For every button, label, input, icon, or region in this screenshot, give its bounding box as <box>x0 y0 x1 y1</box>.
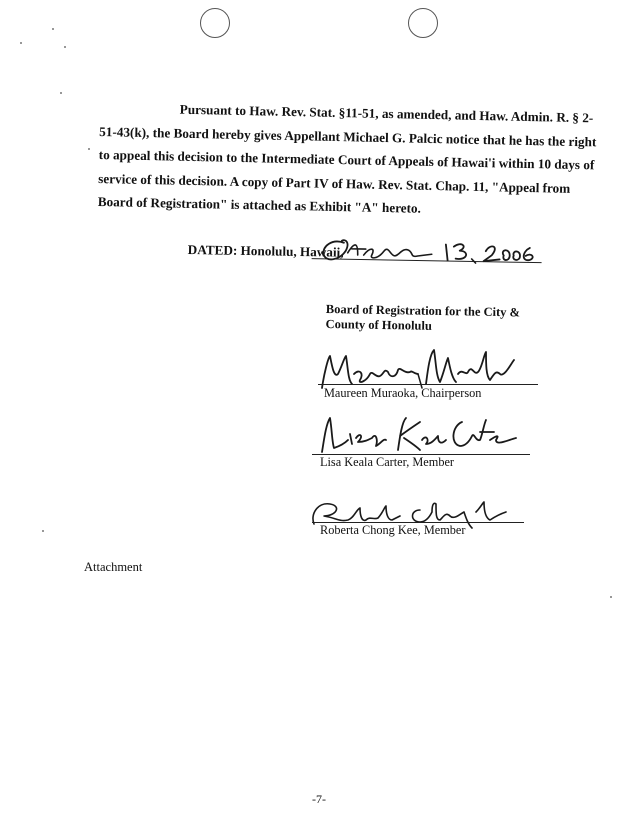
scan-speck <box>42 530 44 532</box>
handwritten-date <box>313 232 544 270</box>
board-line: County of Honolulu <box>325 316 433 333</box>
page-number: -7- <box>312 792 326 806</box>
appeal-notice-paragraph <box>97 96 597 223</box>
signer-name-chair: Maureen Muraoka, Chairperson <box>324 386 482 400</box>
scan-speck <box>52 28 54 30</box>
paragraph-line: Board of Registration" is attached as Exhibit "A" hereto. <box>97 194 422 217</box>
board-line: Board of Registration for the City & <box>325 302 521 320</box>
paragraph-line: Pursuant to Haw. Rev. Stat. §11-51, as amended, and Haw. Admin. R. § 2- <box>179 101 594 126</box>
attachment-label: Attachment <box>84 560 143 574</box>
punch-hole-right <box>408 8 438 38</box>
dated-line <box>187 236 548 274</box>
signer-name-chong-kee: Roberta Chong Kee, Member <box>320 523 466 537</box>
signature-block-member-carter <box>312 410 532 482</box>
scan-speck <box>20 42 22 44</box>
signature-block-chair <box>318 344 538 414</box>
signature-rule <box>318 384 538 385</box>
scan-speck <box>610 596 612 598</box>
paragraph-line: 51-43(k), the Board hereby gives Appellant Michael G. Palcic notice that he has the right <box>99 123 597 149</box>
punch-hole-left <box>200 8 230 38</box>
dated-label: DATED: Honolulu, Hawaii, <box>187 241 344 260</box>
scan-speck <box>88 148 90 150</box>
scan-speck <box>64 46 66 48</box>
paragraph-line: service of this decision. A copy of Part IV of Haw. Rev. Stat. Chap. 11, "Appeal from <box>98 170 571 196</box>
board-name <box>325 302 520 335</box>
signer-name-carter: Lisa Keala Carter, Member <box>320 455 455 469</box>
scan-speck <box>60 92 62 94</box>
paragraph-line: to appeal this decision to the Intermediate Court of Appeals of Hawai'i within 10 days of <box>98 147 595 173</box>
signature-block-member-chong-kee <box>300 494 530 554</box>
signature-lisa-keala-carter <box>312 410 532 460</box>
